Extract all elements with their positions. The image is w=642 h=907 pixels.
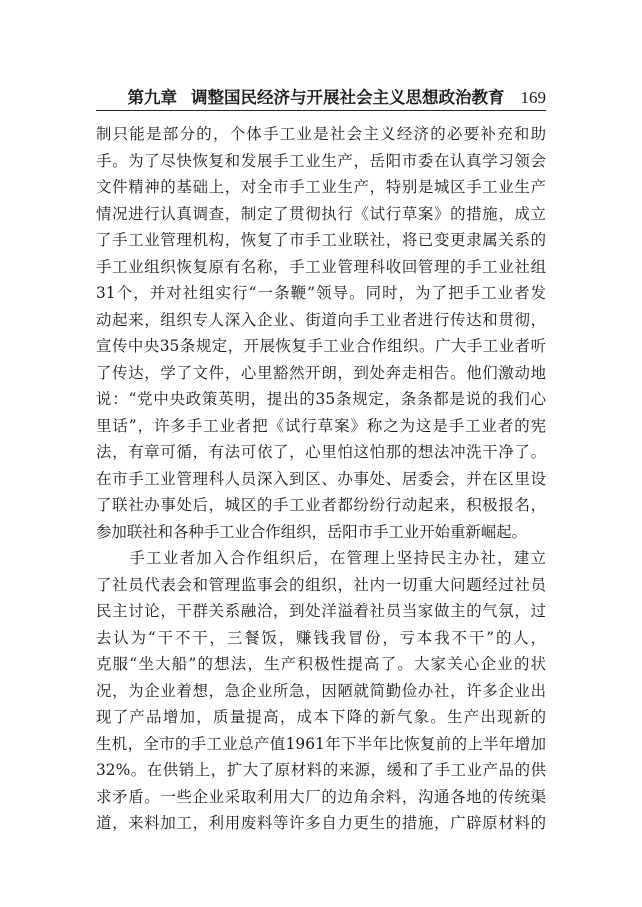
text-line: 动起来，组织专人深入企业、街道向手工业者进行传达和贯彻， [96,310,546,329]
text-line: 宣传中央35条规定，开展恢复手工业合作组织。广大手工业者听 [96,337,546,355]
page-number: 169 [520,88,546,107]
chapter-title: 调整国民经济与开展社会主义思想政治教育 [191,88,505,107]
text-line: 里话”，许多手工业者把《试行草案》称之为这是手工业者的宪 [96,416,546,435]
body-text [96,121,546,837]
text-line: 克服“坐大船”的想法，生产积极性提高了。大家关心企业的状 [96,655,546,673]
header-rule [96,110,546,111]
chapter-label: 第九章 [127,88,177,107]
text-line: 手。为了尽快恢复和发展手工业生产，岳阳市委在认真学习领会 [96,151,546,170]
text-line: 了社员代表会和管理监事会的组织，社内一切重大问题经过社员 [96,575,546,594]
text-line: 情况进行认真调查，制定了贯彻执行《试行草案》的措施，成立 [96,204,546,223]
text-line: 手工业者加入合作组织后，在管理上坚持民主办社，建立 [96,549,546,567]
text-line: 求矛盾。一些企业采取利用大厂的边角余料，沟通各地的传统渠 [96,787,546,806]
text-line: 制只能是部分的，个体手工业是社会主义经济的必要补充和助 [96,125,546,143]
text-line: 31个，并对社组实行“一条鞭”领导。同时，为了把手工业者发 [96,284,546,302]
text-line: 文件精神的基础上，对全市手工业生产，特别是城区手工业生产 [96,178,546,196]
text-line: 参加联社和各种手工业合作组织，岳阳市手工业开始重新崛起。 [96,522,527,541]
text-line: 生机，全市的手工业总产值1961年下半年比恢复前的上半年增加 [96,734,546,753]
text-line: 况，为企业着想，急企业所急，因陋就简勤俭办社，许多企业出 [96,681,546,700]
text-line: 去认为“干不干，三餐饭，赚钱我冒份，亏本我不干”的人， [96,628,546,647]
text-line: 法，有章可循，有法可依了，心里怕这怕那的想法冲洗干净了。 [96,443,546,461]
text-line: 了联社办事处后，城区的手工业者都纷纷行动起来，积极报名， [96,496,546,514]
text-line: 了传达，学了文件，心里豁然开朗，到处奔走相告。他们激动地 [96,363,546,382]
text-line: 在市手工业管理科人员深入到区、办事处、居委会，并在区里设 [96,469,546,488]
text-line: 现了产品增加，质量提高，成本下降的新气象。生产出现新的 [96,708,546,726]
text-line: 道，来料加工，利用废料等许多自力更生的措施，广辟原材料的 [96,814,546,832]
text-line: 说：“党中央政策英明，提出的35条规定，条条都是说的我们心 [96,390,546,408]
text-line: 了手工业管理机构，恢复了市手工业联社，将已变更隶属关系的 [96,231,546,249]
text-line: 民主讨论，干群关系融洽，到处洋溢着社员当家做主的气氛，过 [96,602,546,620]
text-line: 手工业组织恢复原有名称，手工业管理科收回管理的手工业社组 [96,257,546,276]
running-head [96,84,546,108]
text-line: 32%。在供销上，扩大了原材料的来源，缓和了手工业产品的供 [96,761,546,779]
